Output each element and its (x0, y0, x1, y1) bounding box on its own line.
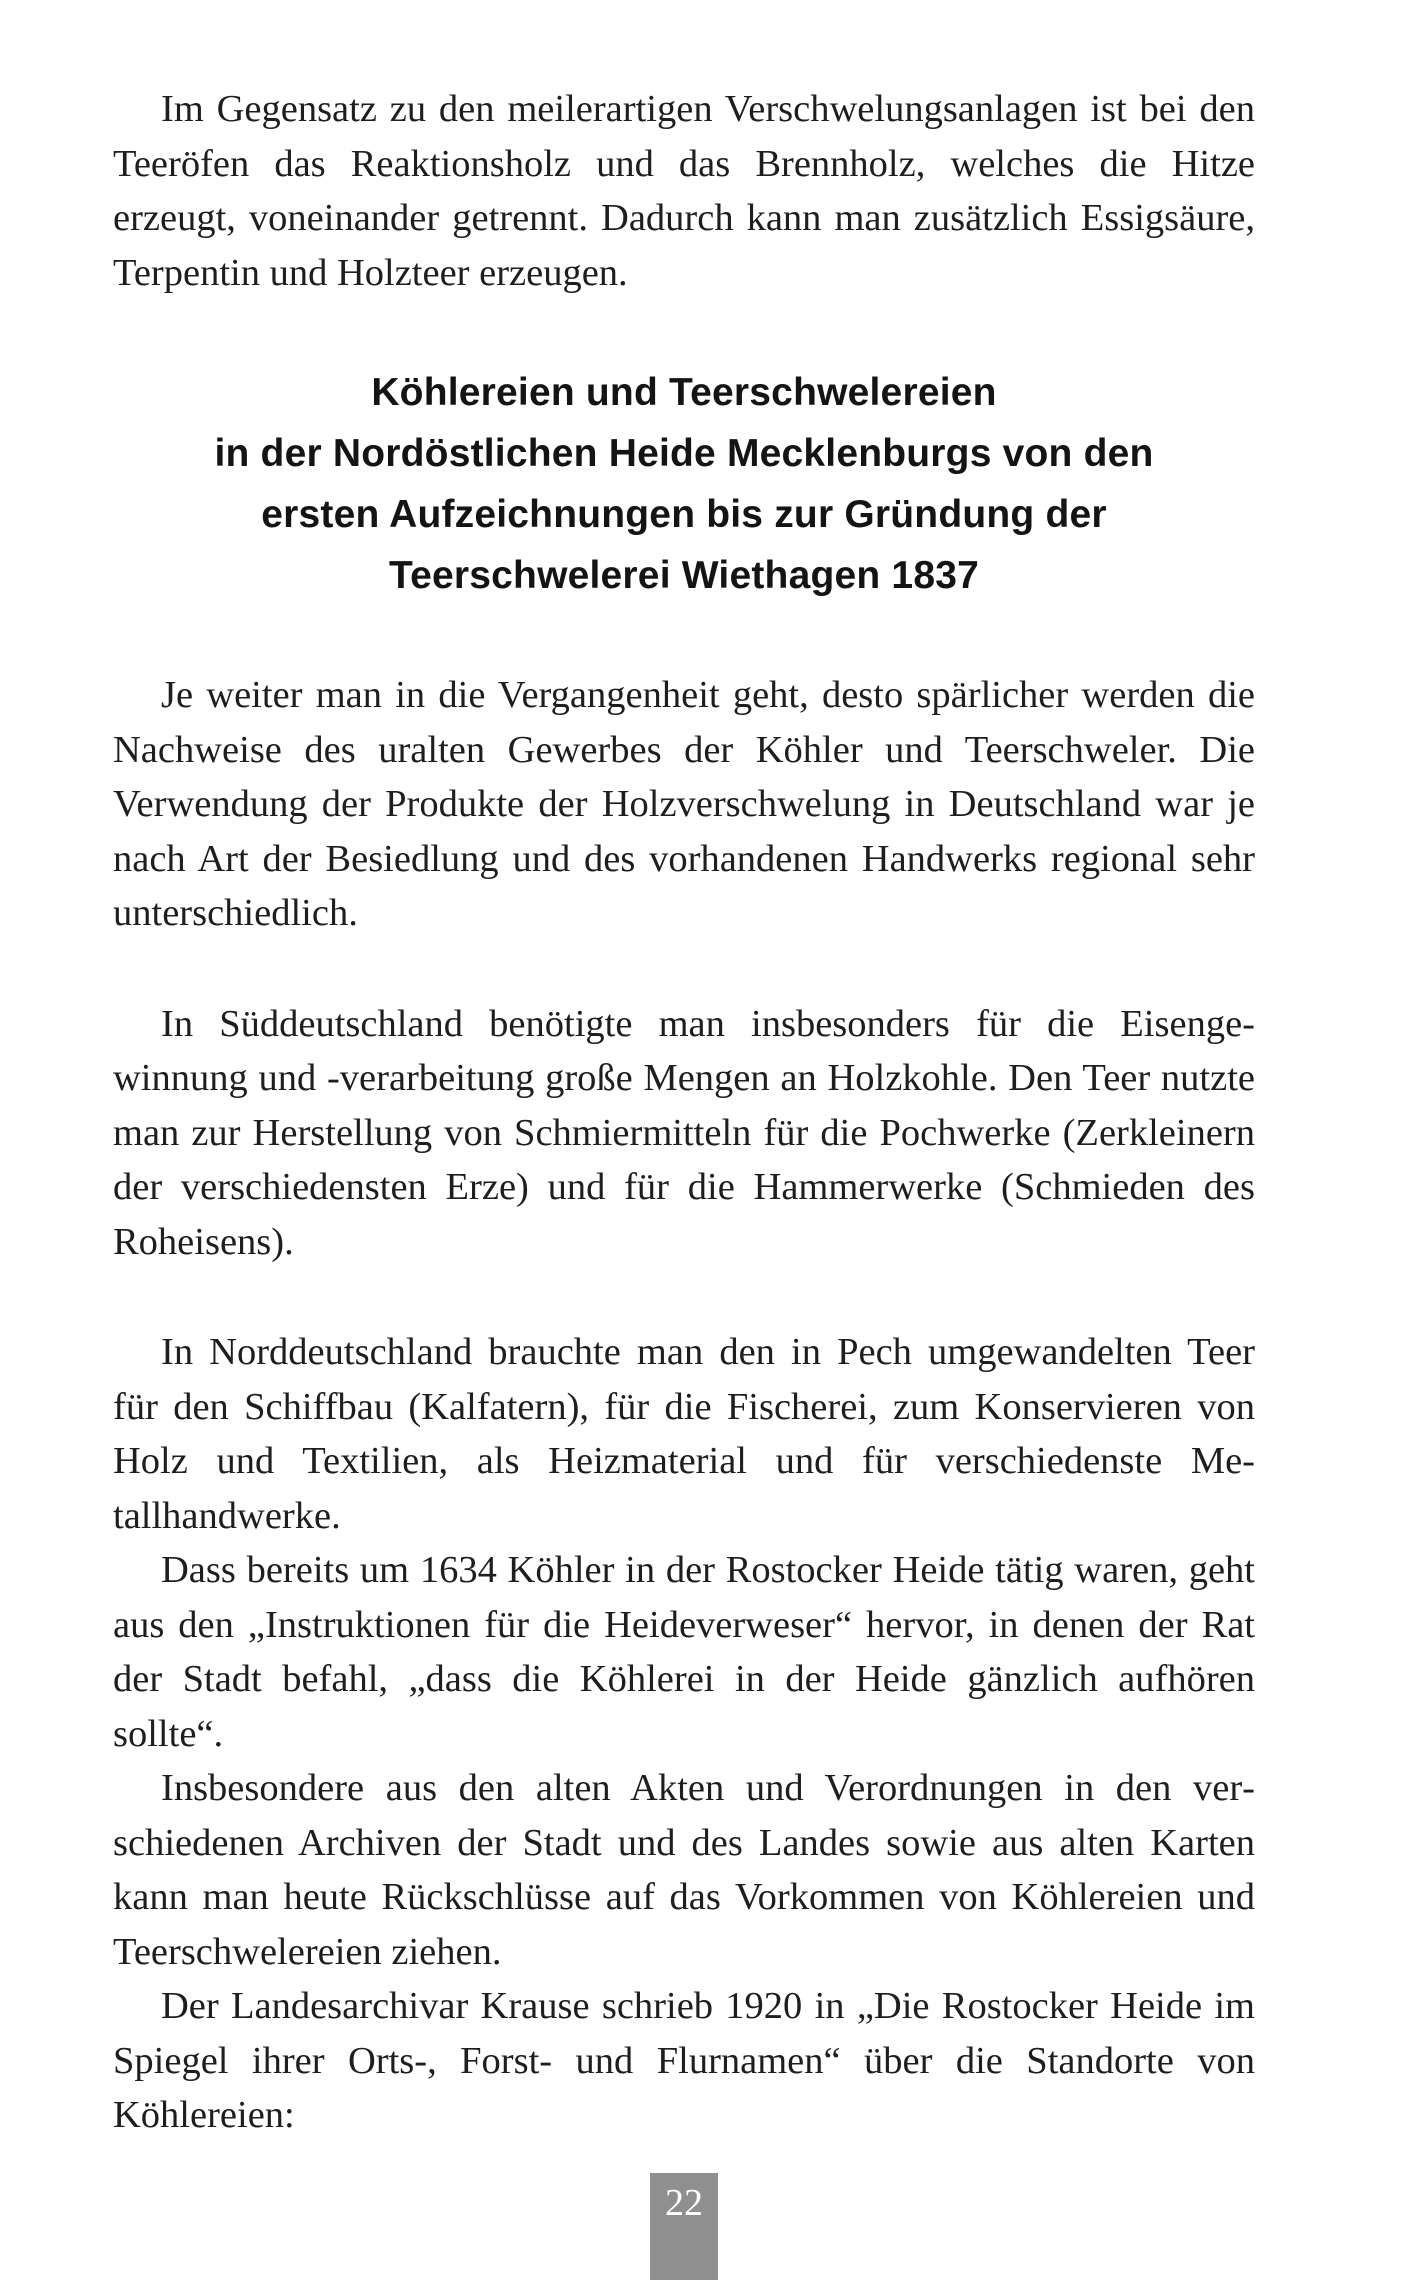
body-paragraph-3: In Norddeutschland brauchte man den in Pech umgewandelten Teer für den Schiffbau (Kalfatern), für die Fischerei, zum Konservieren von Holz und Textilien, als Heizmaterial und für verschiedenste Metallhandwerke. (113, 1331, 1255, 1537)
page-number: 22 (650, 2173, 718, 2280)
body-paragraph-1: Je weiter man in die Vergangenheit geht, desto spärlicher werden die Nachweise des uralten Gewerbes der Köhler und Teerschweler. Die Verwendung der Produkte der Holzverschwelung in Deutschland war je nach Art der Besiedlung und des vorhandenen Handwerks regional sehr unterschiedlich. (113, 674, 1255, 934)
intro-paragraph: Im Gegensatz zu den meilerartigen Verschwelungsanlagen ist bei den Teeröfen das Reaktionsholz und das Brennholz, welches die Hitze erzeugt, voneinander getrennt. Dadurch kann man zusätzlich Essigsäure, Terpentin und Holzteer erzeugen. (113, 88, 1255, 294)
body-paragraph-2: In Süddeutschland benötigte man insbesonders für die Eisengewinnung und -verarbeitung große Mengen an Holzkohle. Den Teer nutzte man zur Herstellung von Schmiermitteln für die Pochwerke (Zerkleinern der verschiedensten Erze) und für die Hammerwerke (Schmieden des Roheisens). (113, 1002, 1255, 1263)
heading-line-3: ersten Aufzeichnungen bis zur Gründung der (261, 493, 1107, 536)
paragraph-spacer (113, 941, 1255, 997)
heading-line-2: in der Nordöstlichen Heide Mecklenburgs von den (214, 432, 1154, 475)
paragraph-spacer (113, 1269, 1255, 1325)
heading-line-1: Köhlereien und Teerschwelereien (371, 371, 997, 414)
page-content (113, 82, 1255, 2143)
section-heading (113, 362, 1255, 606)
body-paragraph-4: Dass bereits um 1634 Köhler in der Rostocker Heide tätig waren, geht aus den „Instruktionen für die Heideverweser“ hervor, in denen der Rat der Stadt befahl, „dass die Köhlerei in der Heide gänzlich aufhören sollte“. (113, 1549, 1255, 1755)
heading-line-4: Teerschwelerei Wiethagen 1837 (388, 554, 979, 597)
body-paragraph-5: Insbesondere aus den alten Akten und Verordnungen in den verschiedenen Archiven der Stadt und des Landes sowie aus alten Karten kann man heute Rückschlüsse auf das Vorkommen von Köhlereien und Teerschwelereien ziehen. (113, 1767, 1255, 1973)
body-paragraph-6: Der Landesarchivar Krause schrieb 1920 in „Die Rostocker Heide im Spiegel ihrer Orts-, Forst- und Flurnamen“ über die Standorte von Köhlereien: (113, 1985, 1255, 2136)
